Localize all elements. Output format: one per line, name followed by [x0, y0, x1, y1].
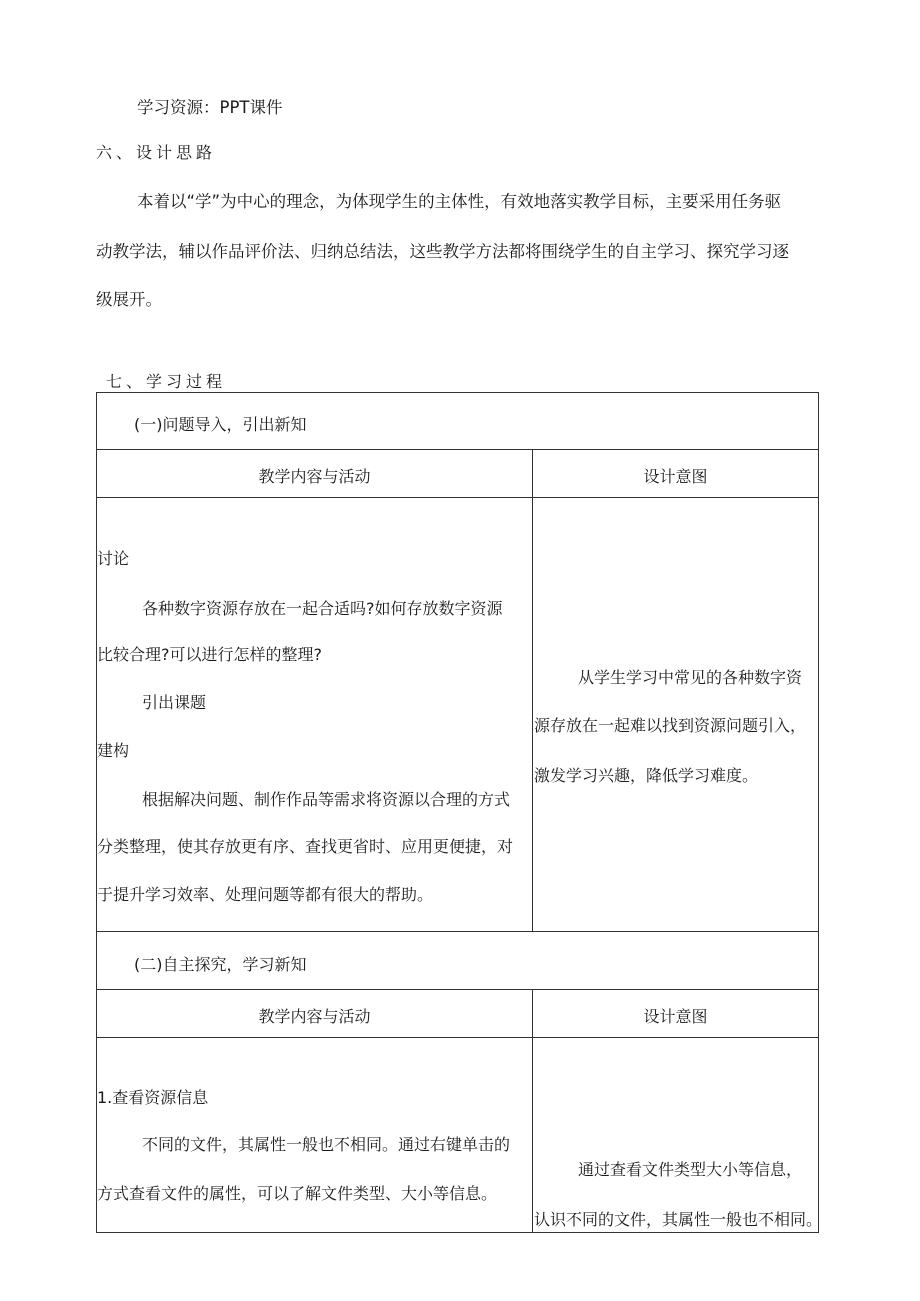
section1-content-line: 讨论 — [97, 549, 130, 568]
section2-content-line: 1.查看资源信息 — [97, 1088, 209, 1107]
section1-content-line: 分类整理，使其存放更有序、查找更省时、应用更便捷，对 — [97, 837, 514, 856]
section1-intent-line: 源存放在一起难以找到资源问题引入， — [534, 716, 807, 735]
section1-col-content-header: 教学内容与活动 — [258, 467, 371, 486]
section2-intent-line: 认识不同的文件，其属性一般也不相同。 — [534, 1210, 823, 1229]
section2-col-content-header: 教学内容与活动 — [258, 1007, 371, 1026]
section2-col-intent-header: 设计意图 — [643, 1007, 708, 1026]
design-paragraph-line-3: 级展开。 — [96, 290, 162, 309]
section1-col-intent-header: 设计意图 — [643, 467, 708, 486]
section1-intent-line: 激发学习兴趣，降低学习难度。 — [534, 766, 759, 785]
learning-resources-line: 学习资源：PPT课件 — [137, 98, 283, 117]
section2-content-line: 方式查看文件的属性，可以了解文件类型、大小等信息。 — [97, 1184, 498, 1203]
design-paragraph-line-2: 动教学法，辅以作品评价法、归纳总结法，这些教学方法都将围绕学生的自主学习、探究学习逐 — [96, 242, 789, 261]
design-paragraph-line-1: 本着以“学”为中心的理念，为体现学生的主体性，有效地落实教学目标，主要采用任务驱 — [137, 192, 782, 211]
section1-content-line: 于提升学习效率、处理问题等都有很大的帮助。 — [97, 885, 434, 904]
section1-content-line: 根据解决问题、制作作品等需求将资源以合理的方式 — [142, 790, 511, 809]
section2-intent-line: 通过查看文件类型大小等信息， — [578, 1160, 803, 1179]
section1-content-line: 比较合理?可以进行怎样的整理? — [97, 645, 322, 664]
heading-learning-process: 七、学习过程 — [106, 372, 227, 391]
section2-content-line: 不同的文件，其属性一般也不相同。通过右键单击的 — [142, 1135, 511, 1154]
section1-content-line: 建构 — [97, 741, 130, 760]
heading-design-idea: 六、设计思路 — [96, 143, 217, 162]
section1-content-line: 引出课题 — [142, 693, 207, 712]
section1-title: (一)问题导入，引出新知 — [134, 415, 307, 434]
section1-content-line: 各种数字资源存放在一起合适吗?如何存放数字资源 — [142, 599, 503, 618]
section2-title: (二)自主探究，学习新知 — [134, 955, 307, 974]
section1-intent-line: 从学生学习中常见的各种数字资 — [578, 668, 803, 687]
